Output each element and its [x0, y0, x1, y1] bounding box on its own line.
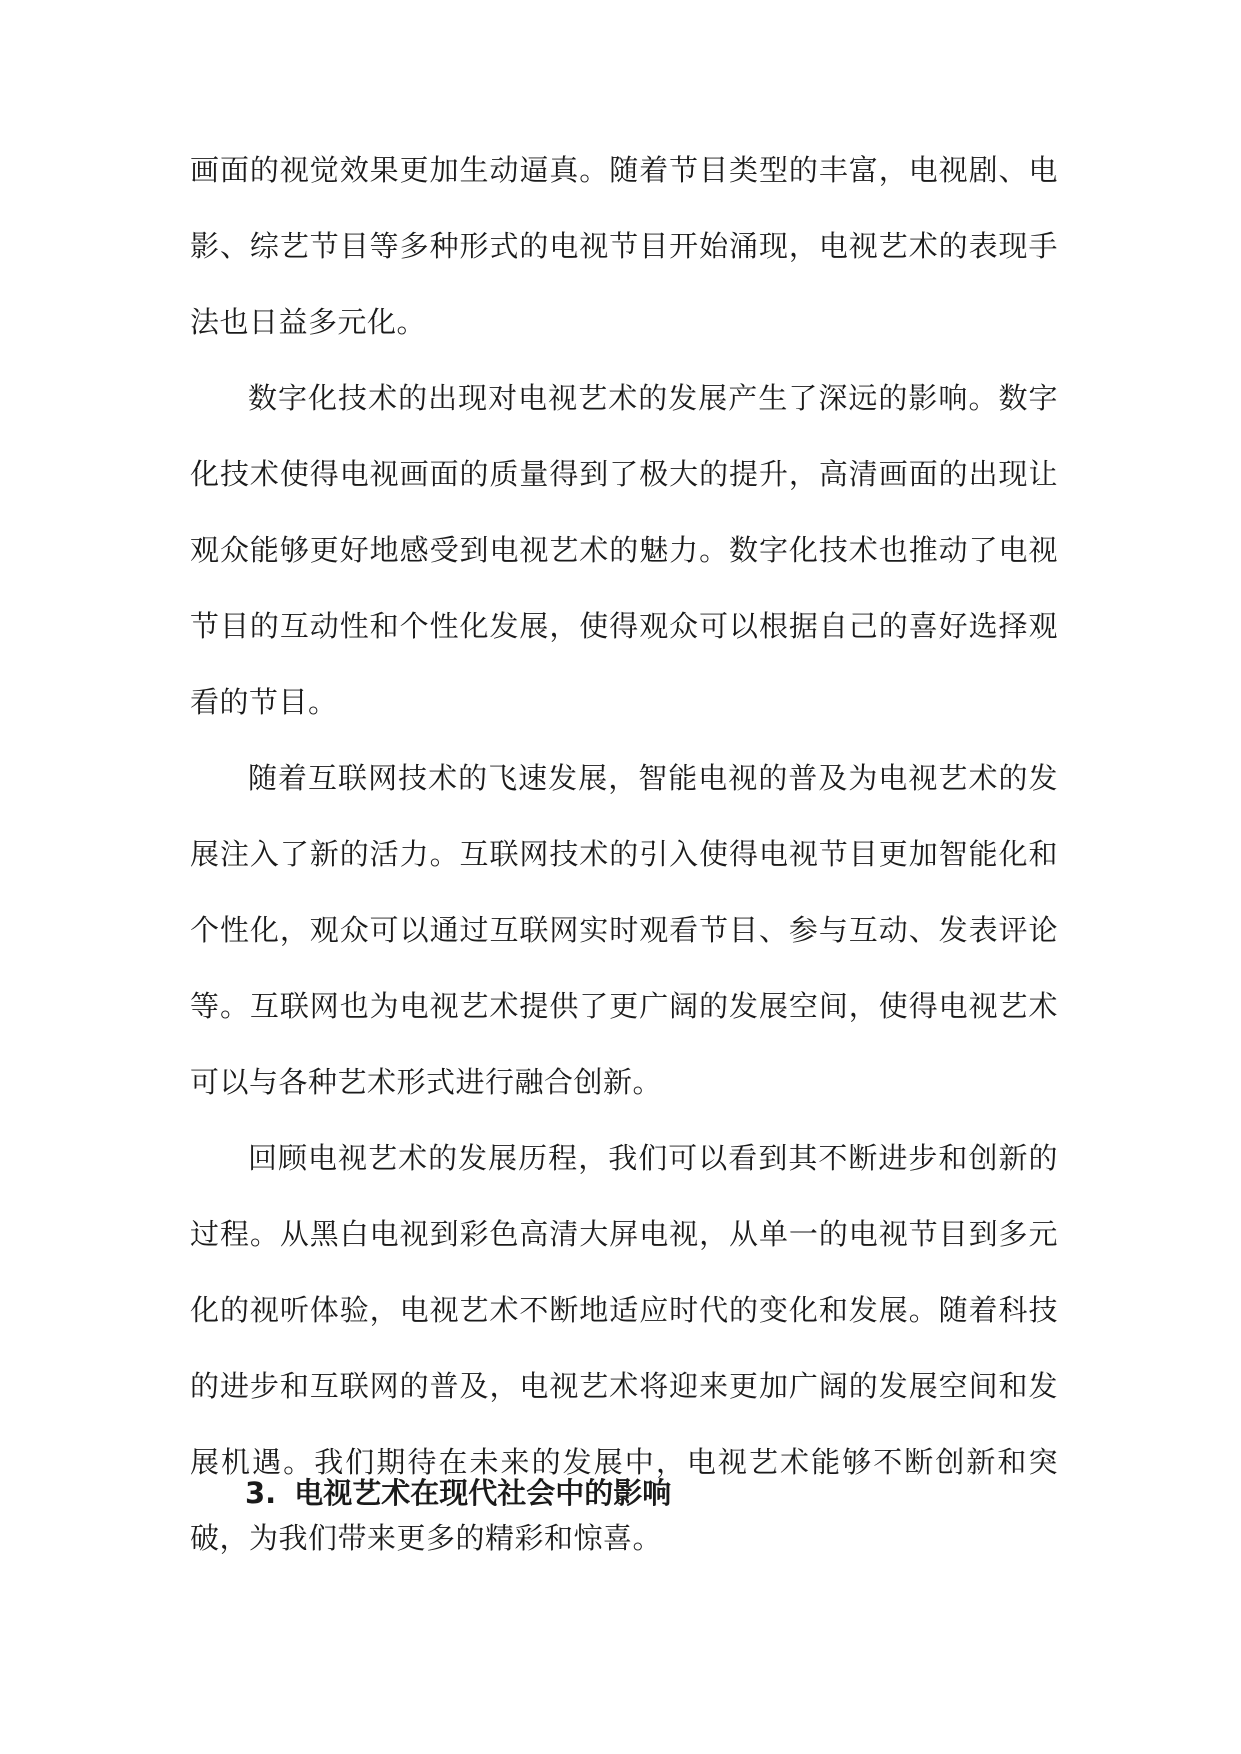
paragraph-continuation: 画面的视觉效果更加生动逼真。随着节目类型的丰富，电视剧、电影、综艺节目等多种形式的电视节目开始涌现，电视艺术的表现手法也日益多元化。 — [190, 153, 1058, 339]
body-text — [190, 132, 1058, 1576]
paragraph-digital-technology: 数字化技术的出现对电视艺术的发展产生了深远的影响。数字化技术使得电视画面的质量得到了极大的提升，高清画面的出现让观众能够更好地感受到电视艺术的魅力。数字化技术也推动了电视节目的互动性和个性化发展，使得观众可以根据自己的喜好选择观看的节目。 — [190, 381, 1058, 719]
paragraph-history-review: 回顾电视艺术的发展历程，我们可以看到其不断进步和创新的过程。从黑白电视到彩色高清大屏电视，从单一的电视节目到多元化的视听体验，电视艺术不断地适应时代的变化和发展。随着科技的进步和互联网的普及，电视艺术将迎来更加广阔的发展空间和发展机遇。我们期待在未来的发展中，电视艺术能够不断创新和突破，为我们带来更多的精彩和惊喜。 — [190, 1141, 1058, 1555]
section-title: 电视艺术在现代社会中的影响 — [294, 1476, 672, 1510]
paragraph-internet-technology: 随着互联网技术的飞速发展，智能电视的普及为电视艺术的发展注入了新的活力。互联网技术的引入使得电视节目更加智能化和个性化，观众可以通过互联网实时观看节目、参与互动、发表评论等。互联网也为电视艺术提供了更广阔的发展空间，使得电视艺术可以与各种艺术形式进行融合创新。 — [190, 761, 1058, 1099]
section-number: 3. — [245, 1476, 277, 1510]
section-heading — [245, 1473, 671, 1513]
